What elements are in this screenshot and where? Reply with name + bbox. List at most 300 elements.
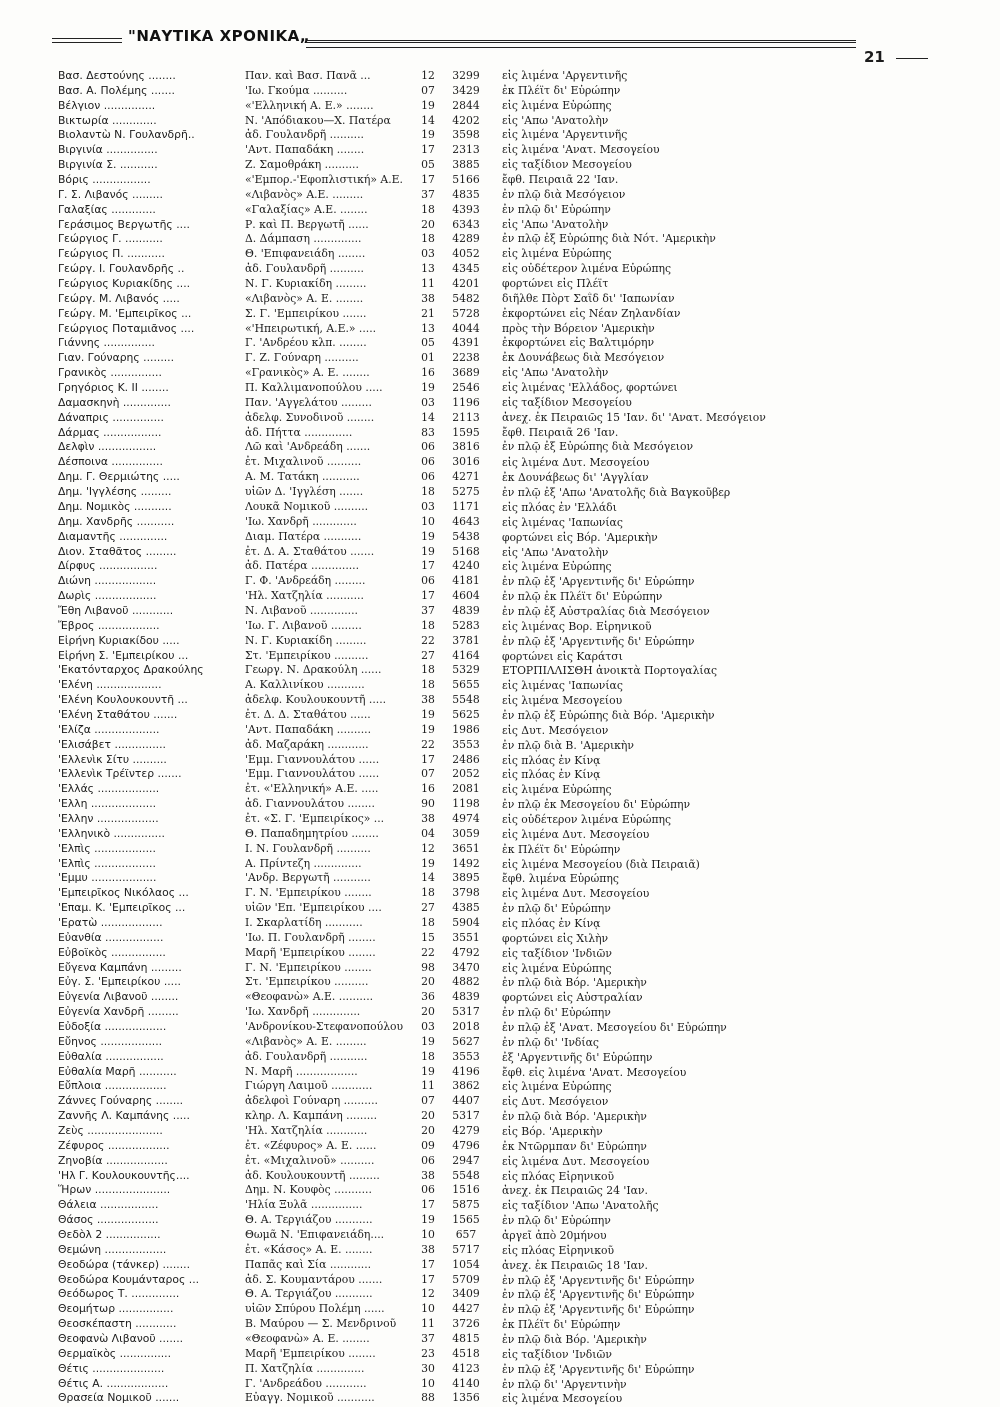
owner: «Λιβανὸς» Α. Ε. ........	[245, 291, 364, 305]
ship-name: Ζεὺς ......................	[58, 1124, 163, 1138]
age: 03	[421, 1020, 435, 1033]
ship-name: Βιργινία ...............	[58, 143, 158, 157]
page-header	[0, 0, 1000, 72]
tonnage: 4643	[452, 514, 480, 528]
tonnage: 5625	[452, 707, 480, 721]
age: 10	[421, 514, 435, 528]
status: ἐν πλῷ δι' Εὐρώπην	[502, 202, 611, 216]
owner: Π. Χατζηλία ..............	[245, 1361, 365, 1375]
status: εἰς οὐδέτερον λιμένα Εὐρώπης	[502, 262, 672, 276]
status: ἐν πλῷ δι' Εὐρώπην	[502, 1214, 611, 1228]
ship-name: Θεμώνη ..................	[58, 1242, 167, 1256]
table-row	[58, 649, 958, 664]
ship-name: Βασ. Α. Πολέμης .......	[58, 83, 175, 97]
table-row	[58, 262, 958, 277]
table-row	[58, 1020, 958, 1035]
status: ἐν πλῷ διὰ Βόρ. 'Αμερικὴν	[502, 1333, 647, 1347]
age: 18	[421, 202, 435, 216]
age: 18	[421, 663, 435, 677]
status: εἰς λιμένα Μεσογείου (διὰ Πειραιᾶ)	[502, 857, 700, 871]
status: ἐκ Πλέϊτ δι' Εὐρώπην	[502, 842, 621, 856]
ship-name: Εὐγενία Λιβανοῦ ........	[58, 990, 179, 1004]
owner: Παν. 'Αγγελάτου .........	[245, 395, 372, 409]
ship-name: Εὐδοξία ..................	[58, 1020, 167, 1033]
status: ἔφθ. λιμένα Εὐρώπης	[502, 872, 619, 886]
tonnage: 5548	[452, 693, 480, 707]
age: 11	[421, 1317, 435, 1331]
age: 23	[421, 1346, 435, 1360]
owner: Γ. Φ. 'Ανδρεάδη .........	[245, 574, 366, 588]
owner: Στ. 'Εμπειρίκου ..........	[245, 975, 369, 989]
age: 18	[421, 1049, 435, 1063]
status: εἰς πλόας ἐν 'Ελλάδι	[502, 500, 617, 514]
table-row	[58, 1228, 958, 1243]
tonnage: 3409	[452, 1287, 480, 1301]
age: 06	[421, 455, 435, 469]
status: ἐν πλῷ δι' 'Αργεντινὴν	[502, 1377, 627, 1391]
table-row	[58, 990, 958, 1005]
table-row	[58, 1332, 958, 1347]
tonnage: 4201	[452, 277, 480, 291]
tonnage: 3726	[452, 1317, 480, 1331]
age: 19	[421, 1064, 435, 1078]
age: 38	[421, 811, 435, 825]
tonnage: 1492	[452, 856, 480, 870]
status: εἰς λιμένα Μεσογείου	[502, 1392, 623, 1406]
age: 09	[421, 1138, 435, 1152]
ship-name: Ἥρων ......................	[58, 1183, 171, 1197]
owner: ἐτ. «Μιχαλινοῦ» ..........	[245, 1153, 375, 1167]
tonnage: 3816	[452, 440, 480, 454]
ship-name: Θερμαϊκὸς ...............	[58, 1346, 172, 1360]
tonnage: 1516	[452, 1183, 480, 1197]
table-row	[58, 708, 958, 723]
age: 36	[421, 990, 435, 1004]
table-row	[58, 767, 958, 782]
ship-name: Γεώργ. Ι. Γουλανδρῆς ..	[58, 262, 185, 276]
header-rule-left-2	[52, 42, 122, 43]
tonnage: 3553	[452, 737, 480, 751]
status: εἰς Δυτ. Μεσόγειον	[502, 723, 609, 737]
status: εἰς λιμένα Δυτ. Μεσογείου	[502, 827, 650, 841]
table-row	[58, 203, 958, 218]
age: 20	[421, 1124, 435, 1138]
ship-name: Εὐβοϊκὸς ................	[58, 945, 166, 959]
status: ἐν πλῷ ἐξ Αὐστραλίας διὰ Μεσόγειον	[502, 604, 710, 618]
table-row	[58, 381, 958, 396]
table-row	[58, 663, 958, 678]
header-rule-right	[306, 40, 856, 43]
tonnage: 5275	[452, 485, 480, 499]
table-row	[58, 322, 958, 337]
owner: ἀδ. Γιαννουλάτου ........	[245, 797, 375, 811]
ship-name: Εἰρήνη Σ. 'Εμπειρίκου ...	[58, 648, 189, 662]
owner: ἐτ. Μιχαλινοῦ ..........	[245, 455, 362, 469]
table-row	[58, 351, 958, 366]
status: εἰς λιμένα Δυτ. Μεσογείου	[502, 887, 650, 901]
owner: Δημ. Ν. Κουφὸς ...........	[245, 1183, 372, 1197]
tonnage: 4044	[452, 321, 480, 335]
age: 03	[421, 499, 435, 513]
tonnage: 4140	[452, 1376, 480, 1390]
owner: Γιώργη Λαιμοῦ ............	[245, 1079, 373, 1093]
table-row	[58, 842, 958, 857]
table-row	[58, 1124, 958, 1139]
tonnage: 5717	[452, 1242, 480, 1256]
ship-name: Δημ. Γ. Θερμιώτης .....	[58, 470, 180, 484]
ship-name: Διώνη ..................	[58, 574, 157, 588]
owner: Παπᾶς καὶ Σία ............	[245, 1257, 372, 1271]
age: 37	[421, 1332, 435, 1346]
table-row	[58, 753, 958, 768]
status: εἰς πλόας ἐν Κίνᾳ	[502, 768, 601, 782]
table-row	[58, 470, 958, 485]
age: 17	[421, 173, 435, 187]
table-row	[58, 292, 958, 307]
owner: ἀδ. Σ. Κουμαντάρου .......	[245, 1272, 383, 1286]
ship-name: Θεοφανὼ Λιβανοῦ .......	[58, 1332, 184, 1346]
owner: ἐτ. «'Ελληνική» Α.Ε. .....	[245, 782, 379, 796]
table-row	[58, 574, 958, 589]
status: φορτώνει εἰς Καράτσι	[502, 649, 623, 663]
owner: Λῶ καὶ 'Ανδρεάδη .......	[245, 440, 371, 454]
age: 06	[421, 470, 435, 484]
age: 20	[421, 217, 435, 231]
status: ἐν πλῷ διὰ Βόρ. 'Αμερικὴν	[502, 976, 647, 990]
table-row	[58, 1050, 958, 1065]
owner: Ι. Ν. Γουλανδρῆ ..........	[245, 841, 371, 855]
age: 07	[421, 83, 435, 97]
status: ἔφθ. Πειραιᾶ 22 'Ιαν.	[502, 173, 619, 187]
table-row	[58, 84, 958, 99]
age: 15	[421, 930, 435, 944]
status: ἐν πλῷ ἐξ 'Αργεντινῆς δι' Εὐρώπην	[502, 1362, 695, 1376]
table-row	[58, 1258, 958, 1273]
status: ἐν πλῷ ἐξ 'Απω 'Ανατολῆς διὰ Βαγκοῦβερ	[502, 486, 731, 500]
ship-name: Γεώργιος Γ. ...........	[58, 232, 163, 246]
owner: Θ. 'Επιφανειάδη ........	[245, 247, 366, 261]
ship-name: Βιργινία Σ. ...........	[58, 158, 158, 172]
ship-name: Ζηνοβία ..................	[58, 1153, 168, 1167]
table-row	[58, 173, 958, 188]
owner: Θωμᾶ Ν. 'Επιφανειάδη....	[245, 1228, 385, 1242]
owner: Διαμ. Πατέρα ...........	[245, 529, 362, 543]
ship-name: Θεοδώρα (τάνκερ) ........	[58, 1257, 191, 1271]
owner: Ν. Λιβανοῦ ..............	[245, 603, 358, 617]
age: 38	[421, 693, 435, 707]
ship-name: Γιαν. Γούναρης .........	[58, 351, 175, 365]
status: εἰς λιμένα Εὐρώπης	[502, 247, 612, 261]
ship-name: Δελφὶν .................	[58, 440, 157, 454]
owner: ἐτ. Δ. Δ. Σταθάτου ......	[245, 707, 371, 721]
owner: υἱῶν Δ. 'Ιγγλέση .......	[245, 485, 364, 499]
age: 14	[421, 871, 435, 885]
tonnage: 5875	[452, 1198, 480, 1212]
ship-name: Διαμαντῆς ..............	[58, 529, 168, 543]
tonnage: 5627	[452, 1034, 480, 1048]
tonnage: 3781	[452, 633, 480, 647]
tonnage: 5904	[452, 915, 480, 929]
owner: ἐτ. «Σ. Γ. 'Εμπειρίκος» ...	[245, 811, 385, 825]
status: ἀνεχ. ἐκ Πειραιῶς 18 'Ιαν.	[502, 1258, 648, 1272]
age: 20	[421, 1109, 435, 1123]
age: 17	[421, 143, 435, 157]
tonnage: 3429	[452, 83, 480, 97]
status: ἔφθ. εἰς λιμένα 'Ανατ. Μεσογείου	[502, 1065, 687, 1079]
owner: ἀδ. Γουλανδρῆ ..........	[245, 128, 364, 142]
status: εἰς 'Απω 'Ανατολὴν	[502, 545, 609, 559]
table-row	[58, 188, 958, 203]
ship-name: Εὔπλοια ..................	[58, 1079, 167, 1093]
owner: 'Ιω. Χανδρῆ .............	[245, 514, 357, 528]
ship-name: Γαλαξίας .............	[58, 202, 156, 216]
ship-name: Δημ. 'Ιγγλέσης .........	[58, 485, 172, 499]
status: εἰς λιμένα Εὐρώπης	[502, 961, 612, 975]
tonnage: 4196	[452, 1064, 480, 1078]
age: 16	[421, 782, 435, 796]
page-number-rule	[896, 58, 928, 59]
status: εἰς Βόρ. 'Αμερικὴν	[502, 1125, 603, 1139]
table-row	[58, 886, 958, 901]
status: εἰς λιμένα Εὐρώπης	[502, 98, 612, 112]
ship-name: 'Ερατὼ ..................	[58, 915, 163, 929]
tonnage: 3895	[452, 871, 480, 885]
ship-name: 'Εμπειρῖκος Νικόλαος ...	[58, 886, 189, 900]
tonnage: 3798	[452, 886, 480, 900]
age: 19	[421, 1213, 435, 1227]
tonnage: 4393	[452, 202, 480, 216]
status: εἰς λιμένας 'Ελλάδος, φορτώνει	[502, 381, 678, 395]
status: εἰς λιμένα Εὐρώπης	[502, 1080, 612, 1094]
tonnage: 1986	[452, 722, 480, 736]
status: ἐν πλῷ ἐξ 'Αργεντινῆς δι' Εὐρώπην	[502, 575, 695, 589]
ship-name: Δημ. Χανδρῆς ...........	[58, 514, 175, 528]
status: διῆλθε Πὸρτ Σαΐδ δι' 'Ιαπωνίαν	[502, 291, 675, 305]
owner: Ι. Σκαρλατίδη ...........	[245, 915, 363, 929]
status: εἰς λιμένα Δυτ. Μεσογείου	[502, 1154, 650, 1168]
table-row	[58, 1169, 958, 1184]
status: εἰς λιμένας 'Ιαπωνίας	[502, 679, 623, 693]
table-row	[58, 619, 958, 634]
owner: Ρ. καὶ Π. Βεργωτῆ ......	[245, 217, 369, 231]
table-row	[58, 366, 958, 381]
owner: «Λιβανὸς» Α.Ε. .........	[245, 187, 364, 201]
tonnage: 2947	[452, 1153, 480, 1167]
table-row	[58, 916, 958, 931]
status: ἐκ Ντῶρμπαν δι' Εὐρώπην	[502, 1139, 647, 1153]
age: 38	[421, 291, 435, 305]
tonnage: 1356	[452, 1391, 480, 1405]
owner: Α. Καλλινίκου ...........	[245, 678, 365, 692]
tonnage: 3689	[452, 366, 480, 380]
age: 12	[421, 69, 435, 82]
status: ἔφθ. Πειραιᾶ 26 'Ιαν.	[502, 425, 619, 439]
status: ἐν πλῷ διὰ Μεσόγειον	[502, 187, 626, 201]
age: 06	[421, 440, 435, 454]
ship-name: Ζαννῆς Λ. Καμπάνης .....	[58, 1109, 190, 1123]
age: 19	[421, 856, 435, 870]
tonnage: 5168	[452, 544, 480, 558]
status: φορτώνει εἰς Αὐστραλίαν	[502, 991, 643, 1005]
owner: Μαρῆ 'Εμπειρίκου ........	[245, 945, 376, 959]
tonnage: 5655	[452, 678, 480, 692]
ship-name: Θεοσκέπαστη ............	[58, 1317, 177, 1331]
owner: Α. Πρίντεζη ..............	[245, 856, 362, 870]
ship-name: 'Ελίζα ...................	[58, 722, 160, 736]
ship-name: Δωρὶς ..................	[58, 589, 157, 603]
age: 17	[421, 589, 435, 603]
ship-name: Δίρφυς .................	[58, 559, 158, 573]
age: 17	[421, 1272, 435, 1286]
ship-name: Εὐθαλία .................	[58, 1049, 164, 1063]
table-row	[58, 455, 958, 470]
owner: 'Ηλ. Χατζηλία ............	[245, 1124, 368, 1138]
status: φορτώνει εἰς Χιλὴν	[502, 931, 609, 945]
table-row	[58, 1094, 958, 1109]
tonnage: 4391	[452, 336, 480, 350]
ship-name: 'Ελπὶς ..................	[58, 856, 156, 870]
owner: ἐτ. «Ζέφυρος» Α. Ε. ......	[245, 1138, 377, 1152]
ship-name: Γεώργιος Κυριακίδης ....	[58, 277, 191, 291]
tonnage: 3553	[452, 1049, 480, 1063]
owner: Παν. καὶ Βασ. Πανᾶ ...	[245, 69, 371, 82]
status: εἰς οὐδέτερον λιμένα Εὐρώπης	[502, 812, 672, 826]
ship-name: Γ. Σ. Λιβανός .........	[58, 187, 163, 201]
ship-name: 'Ελένη Κουλουκουντῆ ...	[58, 693, 188, 707]
tonnage: 4202	[452, 113, 480, 127]
owner: Ν. Γ. Κυριακίδη .........	[245, 277, 367, 291]
age: 17	[421, 1257, 435, 1271]
status: εἰς πλόας ἐν Κίνᾳ	[502, 753, 601, 767]
ship-name: Γρανικὸς ...............	[58, 366, 162, 380]
table-row	[58, 247, 958, 262]
owner: υἱῶν Σπύρου Πολέμη ......	[245, 1302, 385, 1316]
table-row	[58, 827, 958, 842]
status: εἰς λιμένας Βορ. Εἰρηνικοῦ	[502, 619, 652, 633]
owner: Θ. Παπαδημητρίου ........	[245, 826, 379, 840]
status: ἐν πλῷ δι' Εὐρώπην	[502, 902, 611, 916]
table-row	[58, 1243, 958, 1258]
age: 05	[421, 158, 435, 172]
age: 05	[421, 336, 435, 350]
table-row	[58, 307, 958, 322]
age: 19	[421, 529, 435, 543]
table-row	[58, 693, 958, 708]
status: ἐκ Δουνάβεως διὰ Μεσόγειον	[502, 351, 665, 365]
status: εἰς λιμένα Εὐρώπης	[502, 783, 612, 797]
ship-name: 'Ελένη ...................	[58, 678, 162, 692]
age: 17	[421, 752, 435, 766]
ship-name: Ζέφυρος ..................	[58, 1138, 170, 1152]
age: 19	[421, 1034, 435, 1048]
tonnage: 2018	[452, 1020, 480, 1033]
owner: Α. Μ. Τατάκη ...........	[245, 470, 360, 484]
owner: 'Ιω. Γκούμα ..........	[245, 83, 348, 97]
owner: Π. Καλλιμανοπούλου .....	[245, 381, 383, 395]
status: ἐκ Πλέϊτ δι' Εὐρώπην	[502, 1318, 621, 1332]
status: εἰς 'Απω 'Ανατολὴν	[502, 217, 609, 231]
ship-name: Ἔβρος ..................	[58, 618, 160, 632]
ship-name: Θάσος ..................	[58, 1213, 159, 1227]
ship-name: Θέτις Α. ..................	[58, 1376, 169, 1390]
table-row	[58, 1065, 958, 1080]
age: 06	[421, 574, 435, 588]
age: 19	[421, 98, 435, 112]
tonnage: 2238	[452, 351, 480, 365]
age: 03	[421, 395, 435, 409]
ship-name: Γεώργ. Μ. 'Εμπειρῖκος ...	[58, 306, 192, 320]
tonnage: 2313	[452, 143, 480, 157]
status: ἐν πλῷ δι' 'Ινδίας	[502, 1035, 599, 1049]
age: 18	[421, 886, 435, 900]
tonnage: 1198	[452, 797, 480, 811]
tonnage: 4181	[452, 574, 480, 588]
owner: 'Ηλία Ξυλᾶ ...............	[245, 1198, 363, 1212]
age: 22	[421, 633, 435, 647]
tonnage: 5166	[452, 173, 480, 187]
owner: ἀδ. Μαζαράκη ............	[245, 737, 369, 751]
table-row	[58, 1391, 958, 1406]
owner: 'Ιω. Χανδρῆ ..............	[245, 1005, 361, 1019]
tonnage: 2081	[452, 782, 480, 796]
owner: Εὐαγγ. Νομικοῦ ...........	[245, 1391, 375, 1405]
status: εἰς πλόας Εἰρηνικοῦ	[502, 1169, 615, 1183]
age: 30	[421, 1361, 435, 1375]
age: 19	[421, 722, 435, 736]
tonnage: 4345	[452, 262, 480, 276]
age: 18	[421, 618, 435, 632]
owner: ἀδ. Γουλανδρῆ ..........	[245, 262, 364, 276]
tonnage: 4240	[452, 559, 480, 573]
table-row	[58, 1347, 958, 1362]
table-row	[58, 559, 958, 574]
ship-name: Εὐανθία .................	[58, 930, 164, 944]
status: εἰς λιμένα 'Αργεντινῆς	[502, 69, 628, 82]
tonnage: 3598	[452, 128, 480, 142]
status: εἰς λιμένας 'Ιαπωνίας	[502, 515, 623, 529]
tonnage: 4839	[452, 603, 480, 617]
table-row	[58, 396, 958, 411]
age: 37	[421, 187, 435, 201]
status: εἰς Δυτ. Μεσόγειον	[502, 1095, 609, 1109]
ship-name: Δέσποινα ...............	[58, 455, 163, 469]
age: 27	[421, 901, 435, 915]
status: ἐν πλῷ ἐκ Πλέϊτ δι' Εὐρώπην	[502, 590, 663, 604]
ship-name: Εὐγενία Χανδρῆ .........	[58, 1005, 179, 1019]
tonnage: 4427	[452, 1302, 480, 1316]
ship-name: Δημ. Νομικὸς ...........	[58, 499, 172, 513]
tonnage: 5709	[452, 1272, 480, 1286]
ship-name: 'Ελπὶς ..................	[58, 841, 156, 855]
tonnage: 3470	[452, 960, 480, 974]
status: ἐν πλῷ ἐκ Μεσογείου δι' Εὐρώπην	[502, 798, 691, 812]
table-row	[58, 1154, 958, 1169]
status: εἰς λιμένα 'Αργεντινῆς	[502, 128, 628, 142]
table-row	[58, 589, 958, 604]
owner: 'Ιω. Γ. Λιβανοῦ .........	[245, 618, 362, 632]
owner: Λουκᾶ Νομικοῦ ..........	[245, 499, 369, 513]
tonnage: 4518	[452, 1346, 480, 1360]
tonnage: 2844	[452, 98, 480, 112]
tonnage: 2486	[452, 752, 480, 766]
ship-name: Θεοδώρα Κουμάνταρος ...	[58, 1272, 200, 1286]
ship-name: 'Ελλη ...................	[58, 797, 157, 811]
table-row	[58, 901, 958, 916]
status: ΕΤΟΡΠΙΛΛΙΣΘΗ ἀνοικτὰ Πορτογαλίας	[502, 664, 717, 678]
owner: Ζ. Σαμοθράκη ..........	[245, 158, 359, 172]
status: ἀνεχ. ἐκ Πειραιῶς 24 'Ιαν.	[502, 1184, 648, 1198]
ship-name: Θάλεια .................	[58, 1198, 159, 1212]
